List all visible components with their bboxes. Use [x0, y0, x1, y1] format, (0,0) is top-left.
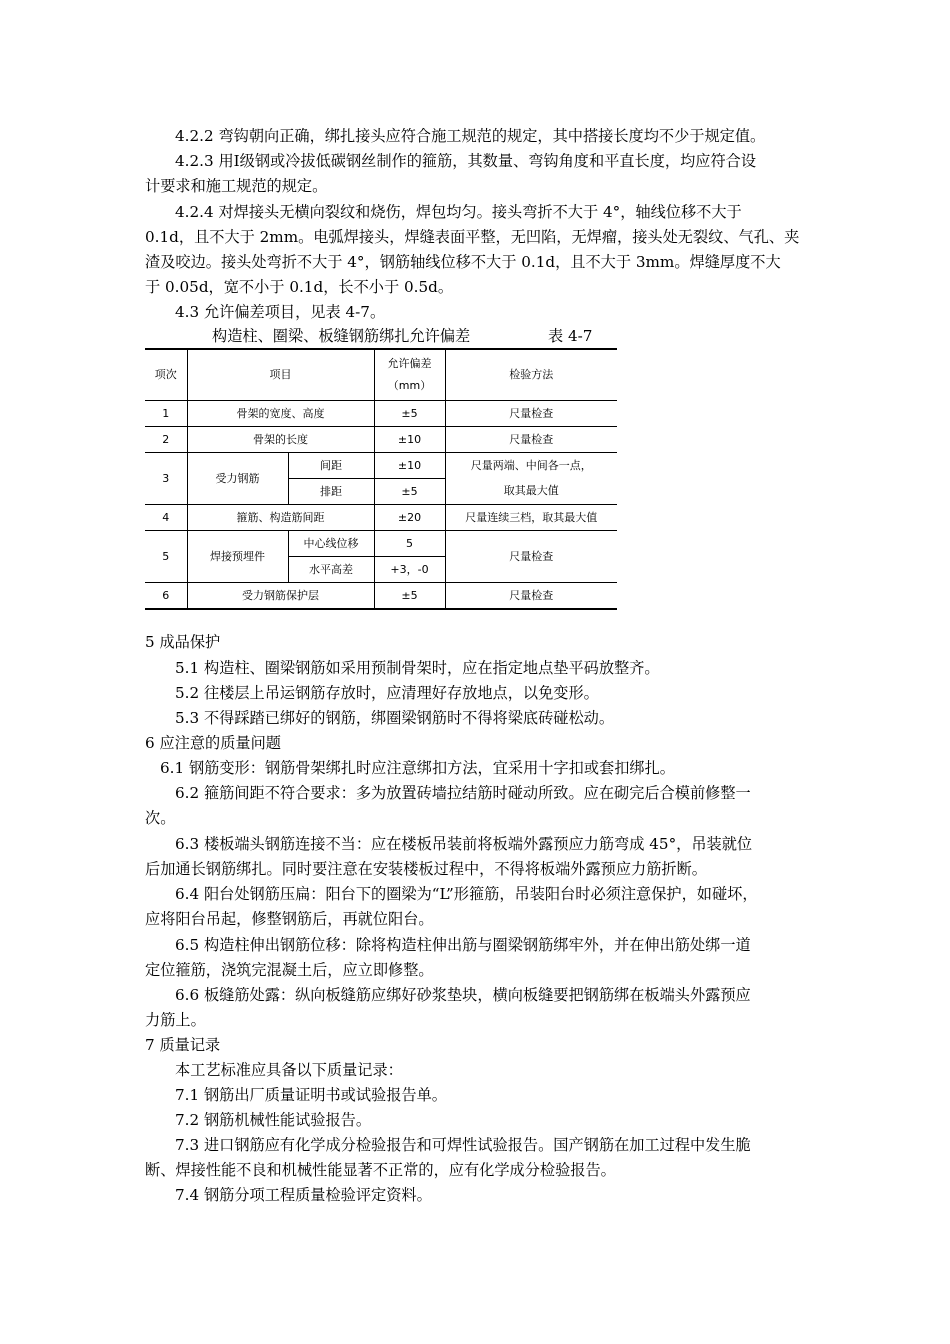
para-6-4-cont: 应将阳台吊起，修整钢筋后，再就位阳台。	[145, 910, 434, 928]
cell-method: 尺量检查	[445, 427, 617, 453]
cell-item: 焊接预埋件	[187, 531, 288, 583]
para-4-2-3: 4.2.3 用Ⅰ级钢或冷拔低碳钢丝制作的箍筋，其数量、弯钩角度和平直长度，均应符合设	[175, 152, 757, 170]
header-tolerance	[374, 349, 445, 401]
table-row	[145, 427, 617, 453]
para-4-2-4-cont3: 于 0.05d，宽不小于 0.1d，长不小于 0.5d。	[145, 278, 454, 296]
para-6-5: 6.5 构造柱伸出钢筋位移：除将构造柱伸出筋与圈梁钢筋绑牢外，并在伸出筋处绑一道	[175, 936, 751, 954]
para-5-3: 5.3 不得踩踏已绑好的钢筋，绑圈梁钢筋时不得将梁底砖碰松动。	[175, 709, 615, 727]
cell-subitem: 中心线位移	[288, 531, 374, 557]
table-header-row	[145, 349, 617, 401]
para-4-2-3-cont: 计要求和施工规范的规定。	[145, 177, 328, 195]
para-6-3: 6.3 楼板端头钢筋连接不当：应在楼板吊装前将板端外露预应力筋弯成 45°，吊装就位	[175, 835, 753, 853]
section-7-heading: 7 质量记录	[145, 1036, 221, 1054]
para-4-3: 4.3 允许偏差项目，见表 4-7。	[175, 303, 386, 321]
cell-method-line1: 尺量两端、中间各一点，	[470, 459, 592, 472]
cell-method: 尺量检查	[445, 531, 617, 583]
cell-no: 6	[145, 583, 187, 610]
cell-method: 尺量检查	[445, 583, 617, 610]
cell-subitem: 水平高差	[288, 557, 374, 583]
cell-no: 3	[145, 453, 187, 505]
para-6-2: 6.2 箍筋间距不符合要求：多为放置砖墙拉结筋时碰动所致。应在砌完后合模前修整一	[175, 784, 751, 802]
cell-tolerance: ±10	[374, 427, 445, 453]
para-5-2: 5.2 往楼层上吊运钢筋存放时，应清理好存放地点，以免变形。	[175, 684, 599, 702]
table-row	[145, 453, 617, 479]
cell-tolerance: ±5	[374, 583, 445, 610]
section-5-heading: 5 成品保护	[145, 633, 221, 651]
cell-no: 5	[145, 531, 187, 583]
para-5-1: 5.1 构造柱、圈梁钢筋如采用预制骨架时，应在指定地点垫平码放整齐。	[175, 659, 660, 677]
cell-tolerance: +3，-0	[374, 557, 445, 583]
cell-method: 尺量连续三档，取其最大值	[445, 505, 617, 531]
cell-no: 4	[145, 505, 187, 531]
cell-item: 箍筋、构造筋间距	[187, 505, 374, 531]
para-6-3-cont: 后加通长钢筋绑扎。同时要注意在安装楼板过程中，不得将板端外露预应力筋折断。	[145, 860, 707, 878]
section-6-heading: 6 应注意的质量问题	[145, 734, 281, 752]
table-number: 表 4-7	[548, 327, 593, 345]
cell-item: 受力钢筋保护层	[187, 583, 374, 610]
cell-tolerance: ±5	[374, 401, 445, 427]
para-7-intro: 本工艺标准应具备以下质量记录：	[175, 1061, 403, 1079]
cell-item: 骨架的宽度、高度	[187, 401, 374, 427]
header-tolerance-label: 允许偏差	[387, 357, 432, 370]
table-row	[145, 531, 617, 557]
cell-tolerance: ±5	[374, 479, 445, 505]
cell-method	[445, 453, 617, 505]
table-title: 构造柱、圈梁、板缝钢筋绑扎允许偏差	[212, 327, 471, 345]
para-7-2: 7.2 钢筋机械性能试验报告。	[175, 1111, 372, 1129]
para-6-2-cont: 次。	[145, 809, 176, 827]
cell-method-line2: 取其最大值	[503, 484, 559, 497]
cell-method: 尺量检查	[445, 401, 617, 427]
cell-no: 1	[145, 401, 187, 427]
header-item-no: 项次	[145, 349, 187, 401]
cell-subitem: 排距	[288, 479, 374, 505]
para-7-1: 7.1 钢筋出厂质量证明书或试验报告单。	[175, 1086, 447, 1104]
para-4-2-2: 4.2.2 弯钩朝向正确，绑扎接头应符合施工规范的规定，其中搭接长度均不少于规定值。	[175, 127, 766, 145]
cell-tolerance: 5	[374, 531, 445, 557]
cell-no: 2	[145, 427, 187, 453]
para-4-2-4-cont1: 0.1d，且不大于 2mm。电弧焊接头，焊缝表面平整，无凹陷，无焊瘤，接头处无裂纹、气孔、夹	[145, 228, 800, 246]
para-7-4: 7.4 钢筋分项工程质量检验评定资料。	[175, 1186, 432, 1204]
para-6-5-cont: 定位箍筋，浇筑完混凝土后，应立即修整。	[145, 961, 434, 979]
para-6-6: 6.6 板缝筋处露：纵向板缝筋应绑好砂浆垫块，横向板缝要把钢筋绑在板端头外露预应	[175, 986, 751, 1004]
cell-item: 骨架的长度	[187, 427, 374, 453]
header-tolerance-unit: （mm）	[387, 379, 432, 392]
cell-subitem: 间距	[288, 453, 374, 479]
para-6-1: 6.1 钢筋变形：钢筋骨架绑扎时应注意绑扣方法，宜采用十字扣或套扣绑扎。	[160, 759, 675, 777]
header-method: 检验方法	[445, 349, 617, 401]
header-item: 项目	[187, 349, 374, 401]
para-6-6-cont: 力筋上。	[145, 1011, 206, 1029]
para-6-4: 6.4 阳台处钢筋压扁：阳台下的圈梁为“L”形箍筋，吊装阳台时必须注意保护，如碰坏，	[175, 885, 758, 903]
table-row	[145, 583, 617, 610]
para-4-2-4: 4.2.4 对焊接头无横向裂纹和烧伤，焊包均匀。接头弯折不大于 4°，轴线位移不大于	[175, 203, 742, 221]
table-row	[145, 505, 617, 531]
table-row	[145, 401, 617, 427]
para-7-3-cont: 断、焊接性能不良和机械性能显著不正常的，应有化学成分检验报告。	[145, 1161, 616, 1179]
tolerance-table	[145, 348, 617, 610]
para-4-2-4-cont2: 渣及咬边。接头处弯折不大于 4°，钢筋轴线位移不大于 0.1d，且不大于 3mm。焊缝厚度不大	[145, 253, 781, 271]
cell-tolerance: ±20	[374, 505, 445, 531]
cell-item: 受力钢筋	[187, 453, 288, 505]
para-7-3: 7.3 进口钢筋应有化学成分检验报告和可焊性试验报告。国产钢筋在加工过程中发生脆	[175, 1136, 751, 1154]
cell-tolerance: ±10	[374, 453, 445, 479]
